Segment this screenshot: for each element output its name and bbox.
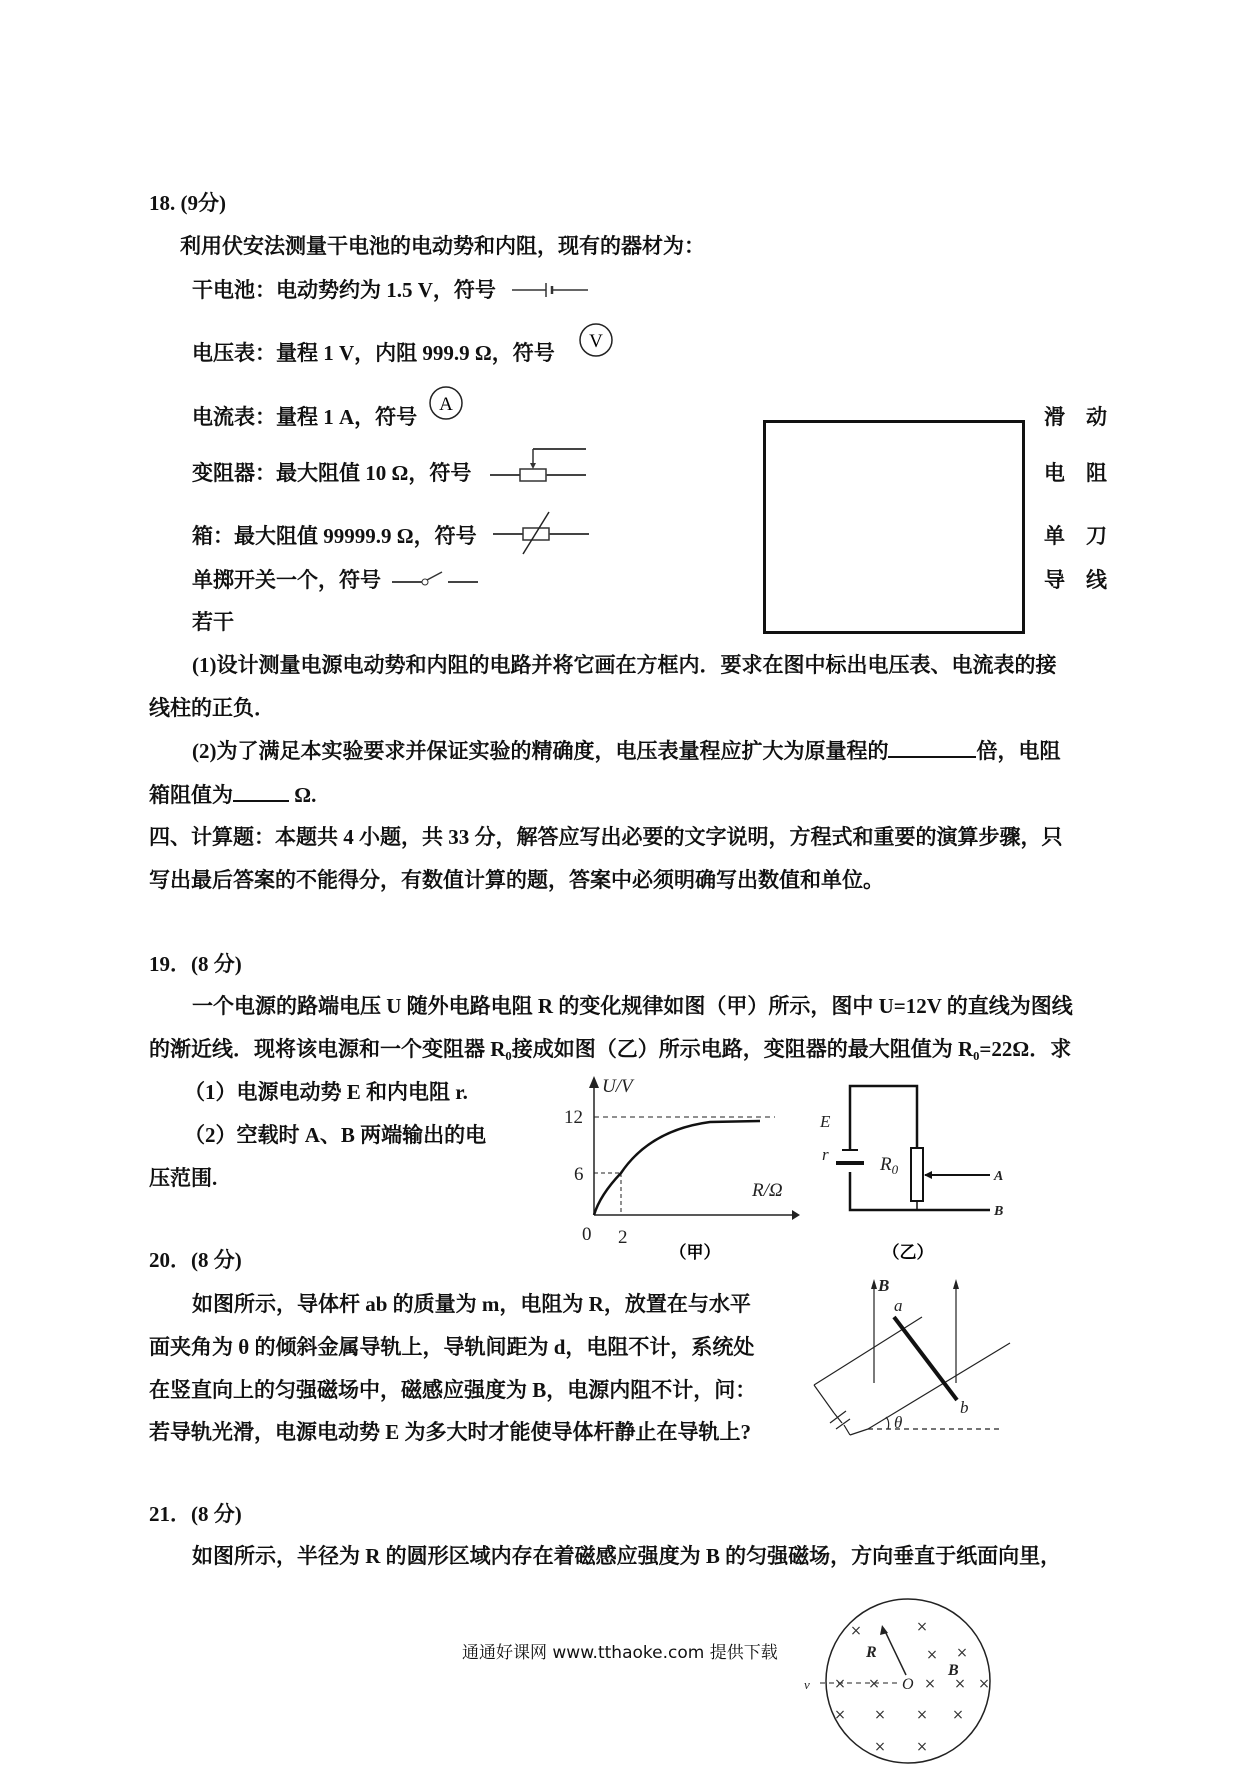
q18-part2-cont [149,782,316,808]
field-cross-mark: × [916,1739,928,1755]
side-label: 单 刀 [1044,524,1107,548]
field-cross-mark: × [956,1645,968,1661]
q21-header: 21．(8 分) [149,1502,242,1526]
field-cross-mark: × [952,1707,964,1723]
battery-symbol-icon [512,280,588,300]
item-resistance-box: 箱：最大阻值 99999.9 Ω，符号 [192,524,477,548]
item-wires: 若干 [192,610,234,634]
circuit-caption: （乙） [882,1243,934,1262]
q18-part1: (1)设计测量电源电动势和内阻的电路并将它画在方框内．要求在图中标出电压表、电流表的接 [192,653,1057,677]
resistance-box-symbol-icon [493,512,589,556]
item-battery: 干电池：电动势约为 1.5 V，符号 [192,278,496,302]
u-r-graph [560,1070,800,1260]
field-cross-mark: × [874,1707,886,1723]
field-cross-mark: × [834,1676,846,1692]
x-tick: 2 [618,1227,628,1248]
field-b-label: B [878,1276,890,1295]
field-cross-mark: × [834,1707,846,1723]
answer-blank-resistance[interactable] [233,782,289,802]
graph-caption: （甲） [669,1243,721,1262]
q21-line1: 如图所示，半径为 R 的圆形区域内存在着磁感应强度为 B 的匀强磁场，方向垂直于纸面向里， [192,1544,1062,1568]
y-tick: 12 [564,1107,583,1128]
q20-header: 20．(8 分) [149,1248,242,1272]
radius-label: R [866,1644,877,1661]
q20-line: 如图所示，导体杆 ab 的质量为 m，电阻为 R，放置在与水平 [192,1292,751,1316]
magnetic-circle-figure [804,1595,1010,1765]
q18-part2 [192,738,1060,764]
velocity-label: v [804,1677,810,1692]
ammeter-symbol-icon [428,385,464,421]
switch-symbol-icon [392,570,478,590]
side-label: 滑 动 [1044,405,1107,429]
part2-text: (2)为了满足本实验要求并保证实验的精确度，电压表量程应扩大为原量程的 [192,739,889,763]
section4-line1: 四、计算题：本题共 4 小题，共 33 分，解答应写出必要的文字说明，方程式和重要的演算步骤，只 [149,825,1063,849]
internal-resistance-label: r [822,1145,829,1164]
field-cross-mark: × [874,1739,886,1755]
side-label: 电 阻 [1044,461,1107,485]
emf-label: E [820,1112,831,1131]
circuit-drawing-box[interactable] [763,420,1025,634]
item-ammeter: 电流表：量程 1 A，符号 [192,405,418,429]
y-tick: 6 [574,1164,584,1185]
item-voltmeter: 电压表：量程 1 V，内阻 999.9 Ω，符号 [192,341,555,365]
r0-label: $R_0$ [880,1154,899,1177]
conductor-rod [894,1317,957,1400]
q20-line: 面夹角为 θ 的倾斜金属导轨上，导轨间距为 d，电阻不计，系统处 [149,1335,755,1359]
part2-unit: Ω. [294,783,317,807]
q20-line: 在竖直向上的匀强磁场中，磁感应强度为 B，电源内阻不计，问： [149,1378,757,1402]
q20-line: 若导轨光滑，电源电动势 E 为多大时才能使导体杆静止在导轨上? [149,1420,752,1444]
inclined-rail-figure [810,1275,1010,1435]
field-cross-mark: × [978,1676,990,1692]
rheostat-symbol-icon [490,445,586,487]
terminal-b-label: B [994,1204,1004,1219]
field-cross-mark: × [868,1676,880,1692]
field-cross-mark: × [850,1623,862,1639]
field-cross-mark: × [924,1676,936,1692]
svg-text:A: A [439,394,453,415]
point-a-label: a [894,1296,903,1315]
field-cross-mark: × [916,1619,928,1635]
q18-header: 18. (9分) [149,191,226,215]
x-tick: 0 [582,1224,592,1245]
part2-text3: 箱阻值为 [149,783,233,807]
field-label: B [948,1662,959,1679]
item-rheostat: 变阻器：最大阻值 10 Ω，符号 [192,461,472,485]
x-axis-label: R/Ω [752,1180,783,1201]
field-cross-mark: × [916,1707,928,1723]
q19-sub2: （2）空载时 A、B 两端输出的电 [184,1123,487,1147]
q19-sub2-cont: 压范围. [149,1166,218,1190]
svg-text:V: V [589,331,603,352]
theta-label: θ [894,1413,903,1432]
section4-line2: 写出最后答案的不能得分，有数值计算的题，答案中必须明确写出数值和单位。 [149,868,884,892]
q19-para2: 的渐近线．现将该电源和一个变阻器 R₀接成如图（乙）所示电路，变阻器的最大阻值为 R₀=22Ω．求 [149,1037,1072,1061]
voltmeter-symbol-icon [578,322,614,358]
center-label: O [902,1676,914,1693]
point-b-label: b [960,1398,969,1417]
q18-intro: 利用伏安法测量干电池的电动势和内阻，现有的器材为： [180,234,705,258]
u-r-curve [594,1121,760,1215]
answer-blank-multiple[interactable] [888,738,976,758]
y-axis-label: U/V [602,1076,633,1097]
q19-para1: 一个电源的路端电压 U 随外电路电阻 R 的变化规律如图（甲）所示，图中 U=12V 的直线为图线 [192,994,1073,1018]
side-label: 导 线 [1044,568,1107,592]
part2-text2: 倍，电阻 [976,739,1061,763]
item-switch: 单掷开关一个，符号 [192,568,381,592]
field-cross-mark: × [954,1676,966,1692]
footer-text: 通通好课网 www.tthaoke.com 提供下载 [462,1643,778,1663]
terminal-a-label: A [994,1169,1004,1184]
q19-sub1: （1）电源电动势 E 和内电阻 r. [184,1080,468,1104]
circuit-diagram [820,1080,1020,1260]
q19-header: 19．(8 分) [149,952,242,976]
field-cross-mark: × [926,1647,938,1663]
q18-part1-cont: 线柱的正负． [149,696,275,720]
